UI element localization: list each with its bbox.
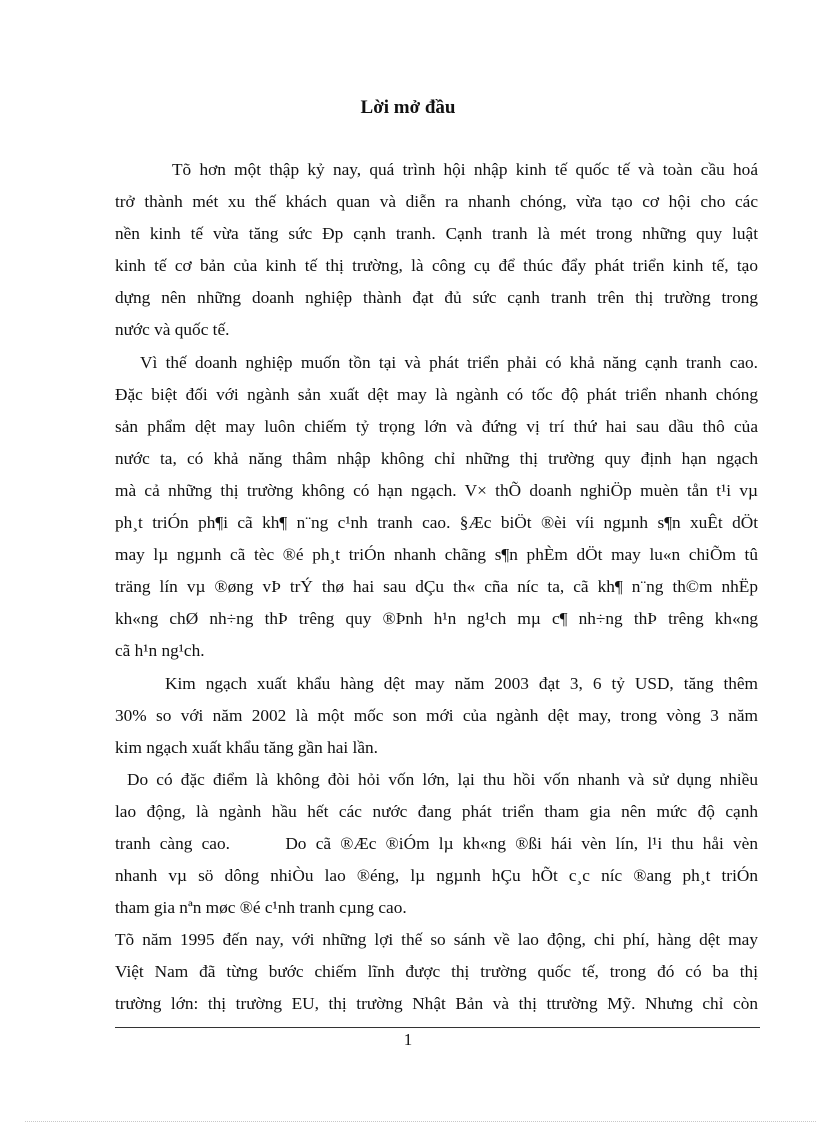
text-line: kinh tế cơ bản của kinh tế thị trường, là công cụ để thúc đẩy phát triển kinh tế, tạo xyxy=(115,256,758,276)
page-number: 1 xyxy=(403,1030,413,1049)
text-line: nền kinh tế vừa tăng sức Ðp cạnh tranh. Cạnh tranh là mét trong những quy luật xyxy=(115,224,758,244)
text-line: Đặc biệt đối với ngành sản xuất dệt may là ngành có tốc độ phát triển nhanh chóng xyxy=(115,384,758,404)
page-boundary xyxy=(25,1121,816,1122)
text-line: Vì thế doanh nghiệp muốn tồn tại và phát triển phải có khả năng cạnh tranh cao. xyxy=(140,352,758,372)
text-line: lao động, là ngành hầu hết các nước đang phát triển tham gia nên mức độ cạnh xyxy=(115,801,758,821)
text-line: Tõ năm 1995 đến nay, với những lợi thế so sánh về lao động, chi phí, hàng dệt may xyxy=(115,930,758,950)
text-line: Do có đặc điểm là không đòi hỏi vốn lớn, lại thu hồi vốn nhanh và sử dụng nhiều xyxy=(127,769,758,789)
text-line: tranh càng cao. Do cã ®Æc ®iÓm lµ kh«ng ®ßi hái vèn lín, l¹i thu håi vèn xyxy=(115,833,758,853)
text-line: sản phẩm dệt may luôn chiếm tỷ trọng lớn và đứng vị trí thứ hai sau dầu thô của xyxy=(115,416,758,436)
text-line: trở thành mét xu thế khách quan và diễn ra nhanh chóng, vừa tạo cơ hội cho các xyxy=(115,192,758,212)
text-line: träng lín vµ ®øng vÞ trÝ thø hai sau dÇu th« cña níc ta, cã kh¶ n¨ng th©m nhËp xyxy=(115,577,758,597)
text-line: 30% so với năm 2002 là một mốc son mới của ngành dệt may, trong vòng 3 năm xyxy=(115,705,758,725)
text-line: kim ngạch xuất khẩu tăng gần hai lần. xyxy=(115,737,378,757)
text-line: nhanh vµ sö dông nhiÒu lao ®éng, lµ ngµnh hÇu hÕt c¸c níc ®ang ph¸t triÓn xyxy=(115,866,758,886)
text-line: nước và quốc tế. xyxy=(115,320,230,340)
text-line: Việt Nam đã từng bước chiếm lĩnh được thị trường quốc tế, trong đó có ba thị xyxy=(115,962,758,982)
text-line: Tõ hơn một thập kỷ nay, quá trình hội nhập kinh tế quốc tế và toàn cầu hoá xyxy=(172,160,758,179)
paragraph-3 xyxy=(115,668,758,764)
text-line: nước ta, có khả năng thâm nhập không chỉ những thị trường quy định hạn ngạch xyxy=(115,448,758,468)
text-line: Kim ngạch xuất khẩu hàng dệt may năm 2003 đạt 3, 6 tỷ USD, tăng thêm xyxy=(165,673,758,693)
text-line: trường lớn: thị trường EU, thị trường Nhật Bản và thị ttrường Mỹ. Nhưng chỉ còn xyxy=(115,994,758,1014)
text-line: cã h¹n ng¹ch. xyxy=(115,641,205,661)
text-line: ph¸t triÓn ph¶i cã kh¶ n¨ng c¹nh tranh cao. §Æc biÖt ®èi víi ngµnh s¶n xuÊt dÖt xyxy=(115,513,758,533)
paragraph-1 xyxy=(115,154,758,347)
paragraph-5 xyxy=(115,924,758,1020)
text-line: dựng nên những doanh nghiệp thành đạt đủ sức cạnh tranh trên thị trường trong xyxy=(115,288,758,308)
footer-divider xyxy=(115,1027,760,1028)
document-body xyxy=(115,154,758,1021)
text-line: mà cả những thị trường không có hạn ngạch. V× thÕ doanh nghiÖp muèn tån t¹i vµ xyxy=(115,480,758,500)
paragraph-4 xyxy=(115,764,758,924)
text-line: may lµ ngµnh cã tèc ®é ph¸t triÓn nhanh chãng s¶n phÈm dÖt may lu«n chiÕm tû xyxy=(115,545,758,565)
text-line: tham gia nªn møc ®é c¹nh tranh cµng cao. xyxy=(115,898,407,918)
page-title: Lời mở đầu xyxy=(360,97,456,118)
text-line: kh«ng chØ nh÷ng thÞ trêng quy ®Þnh h¹n ng¹ch mµ c¶ nh÷ng thÞ trêng kh«ng xyxy=(115,609,758,629)
paragraph-2 xyxy=(115,347,758,668)
